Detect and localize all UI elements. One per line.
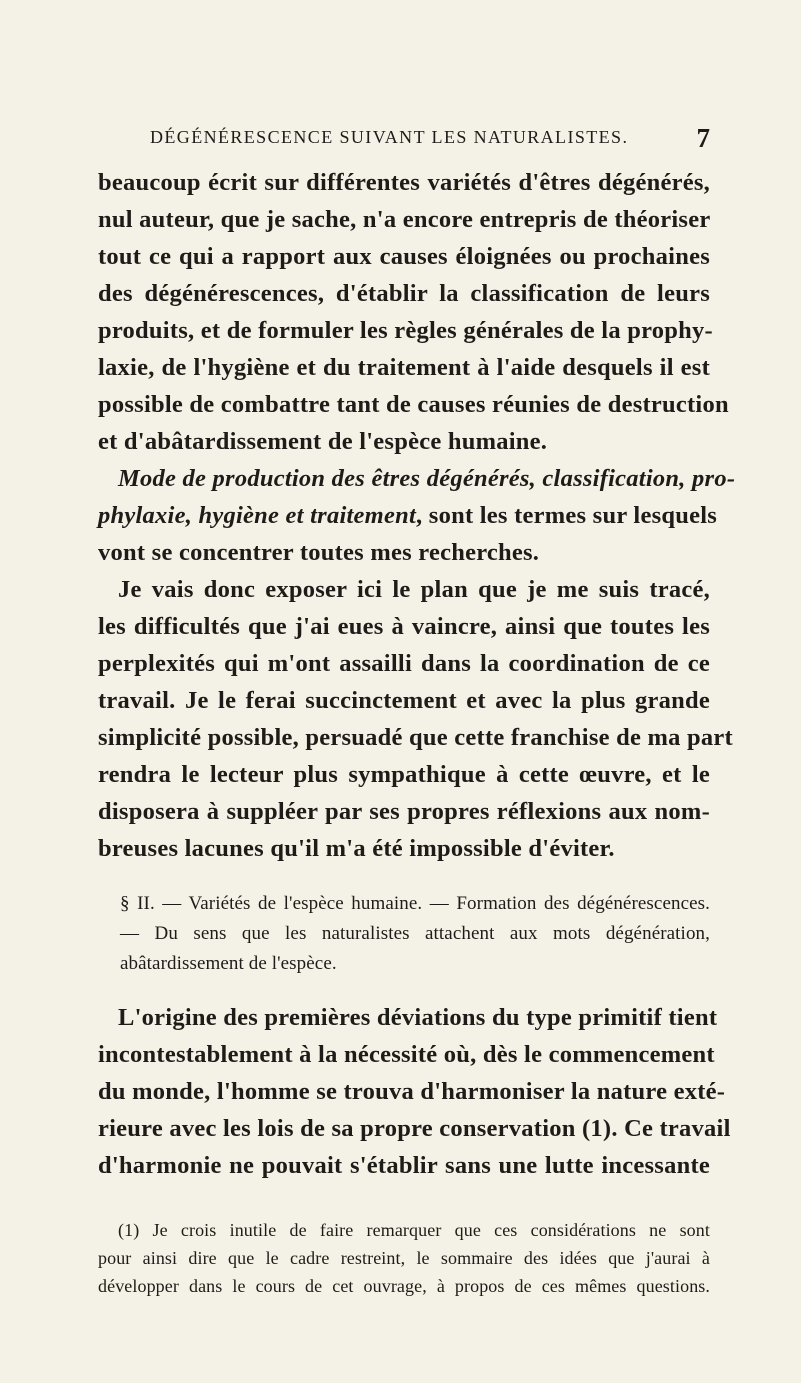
paragraph-line: L'origine des premières déviations du type primitif tient <box>118 1004 718 1031</box>
paragraph-line <box>118 465 736 493</box>
paragraph-line: beaucoup écrit sur différentes variétés d'êtres dégénérés, <box>98 169 710 196</box>
footnote-line: pour ainsi dire que le cadre restreint, le sommaire des idées que j'aurai à <box>98 1248 710 1268</box>
running-title: DÉGÉNÉRESCENCE SUIVANT LES NATURALISTES. <box>150 127 629 147</box>
paragraph-line: laxie, de l'hygiène et du traitement à l'aide desquels il est <box>98 354 710 381</box>
paragraph-line: simplicité possible, persuadé que cette franchise de ma part <box>98 724 733 751</box>
italic-phrase: phylaxie, hygiène et traitement <box>98 502 417 529</box>
page-number: 7 <box>696 123 710 153</box>
paragraph-line: les difficultés que j'ai eues à vaincre, ainsi que toutes les <box>98 613 710 640</box>
paragraph-line: produits, et de formuler les règles générales de la prophy- <box>98 317 713 344</box>
paragraph-line: rieure avec les lois de sa propre conservation (1). Ce travail <box>98 1115 731 1142</box>
paragraph-line: du monde, l'homme se trouva d'harmoniser la nature exté- <box>98 1078 726 1105</box>
section-heading-line: — Du sens que les naturalistes attachent aux mots dégénération, <box>120 923 710 944</box>
paragraph-line: travail. Je le ferai succinctement et avec la plus grande <box>98 687 710 714</box>
paragraph-line: rendra le lecteur plus sympathique à cette œuvre, et le <box>98 761 710 788</box>
paragraph-line: et d'abâtardissement de l'espèce humaine. <box>98 428 548 455</box>
paragraph-line: vont se concentrer toutes mes recherches. <box>98 539 540 566</box>
paragraph-line: des dégénérescences, d'établir la classification de leurs <box>98 280 710 307</box>
paragraph-line: Je vais donc exposer ici le plan que je me suis tracé, <box>118 576 710 603</box>
paragraph-line: d'harmonie ne pouvait s'établir sans une lutte incessante <box>98 1152 710 1179</box>
paragraph-line: perplexités qui m'ont assailli dans la coordination de ce <box>98 650 710 677</box>
paragraph-line: breuses lacunes qu'il m'a été impossible d'éviter. <box>98 835 615 862</box>
paragraph-line: possible de combattre tant de causes réunies de destruction <box>98 391 729 418</box>
text-run: , sont les termes sur lesquels <box>416 502 718 529</box>
paragraph-line: nul auteur, que je sache, n'a encore entrepris de théoriser <box>98 206 711 233</box>
footnote-line: (1) Je crois inutile de faire remarquer que ces considérations ne sont <box>118 1220 710 1240</box>
paragraph-line: disposera à suppléer par ses propres réflexions aux nom- <box>98 798 710 825</box>
paragraph-line <box>98 502 718 530</box>
running-head <box>150 123 710 153</box>
paragraph-line: incontestablement à la nécessité où, dès le commencement <box>98 1041 715 1068</box>
section-heading-line: abâtardissement de l'espèce. <box>120 953 337 974</box>
paragraph-line: tout ce qui a rapport aux causes éloignées ou prochaines <box>98 243 710 270</box>
section-heading-line: § II. — Variétés de l'espèce humaine. — Formation des dégénérescences. <box>120 893 710 914</box>
italic-phrase: Mode de production des êtres dégénérés, classification, pro- <box>118 465 736 492</box>
footnote-line: développer dans le cours de cet ouvrage, à propos de ces mêmes questions. <box>98 1276 710 1296</box>
